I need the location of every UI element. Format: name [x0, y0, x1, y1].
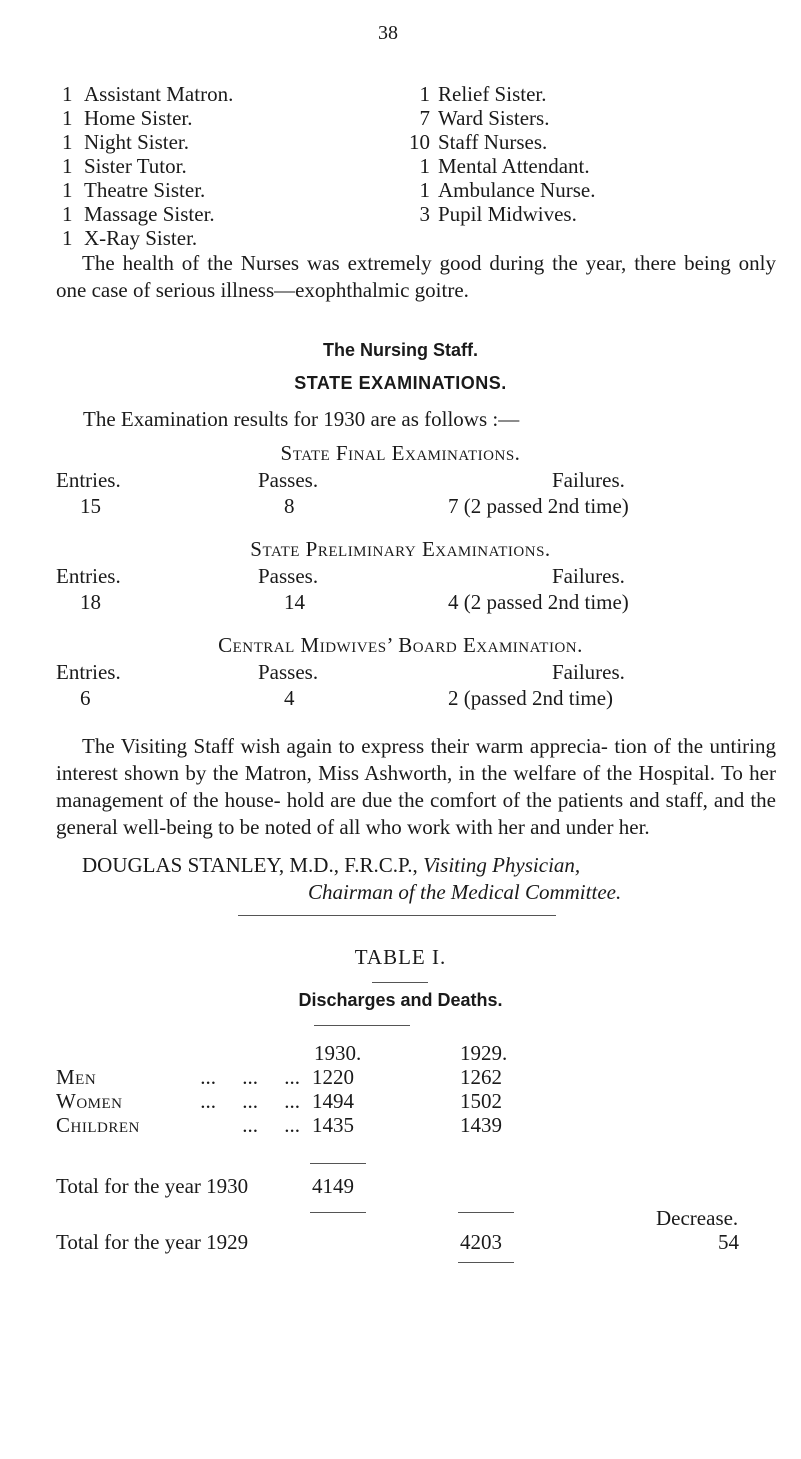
staff-item: 1 Relief Sister.	[419, 82, 547, 106]
sum-rule	[310, 1163, 366, 1164]
col-failures: Failures.	[552, 660, 625, 684]
signature-role: Visiting Physician,	[423, 853, 581, 877]
women-1929: 1502	[460, 1089, 502, 1113]
passes-value: 4	[284, 686, 295, 710]
year-1930-header: 1930.	[314, 1041, 362, 1065]
staff-list-left	[62, 82, 233, 250]
signature-name: DOUGLAS STANLEY, M.D., F.R.C.P.,	[82, 853, 418, 877]
staff-item: 1 Night Sister.	[62, 130, 190, 154]
row-label-children: Children	[56, 1113, 140, 1137]
table-title: TABLE I.	[354, 945, 447, 969]
entries-value: 18	[80, 590, 101, 614]
entries-value: 6	[80, 686, 91, 710]
col-passes: Passes.	[258, 660, 319, 684]
sum-rule	[310, 1212, 366, 1213]
entries-value: 15	[80, 494, 101, 518]
col-entries: Entries.	[56, 564, 121, 588]
staff-item: 1 Massage Sister.	[62, 202, 215, 226]
failures-value: 2 (passed 2nd time)	[448, 686, 614, 710]
total-1930-label: Total for the year 1930	[56, 1174, 249, 1198]
staff-item: 1 Sister Tutor.	[62, 154, 187, 178]
section-divider	[238, 915, 556, 916]
children-1929: 1439	[460, 1113, 502, 1137]
col-passes: Passes.	[258, 564, 319, 588]
staff-item: 1 Ambulance Nurse.	[419, 178, 596, 202]
col-passes: Passes.	[258, 468, 319, 492]
failures-value: 7 (2 passed 2nd time)	[448, 494, 629, 518]
exam-title: Central Midwives’ Board Examination.	[218, 633, 583, 657]
failures-value: 4 (2 passed 2nd time)	[448, 590, 629, 614]
visiting-staff-paragraph: The Visiting Staff wish again to express their warm apprecia- tion of the untiring interest shown by the Matron, Miss Ashworth, in the welfare of the Hospital. To her management of the house- hold are due the comfort of the patients and staff, and the general well-being to be noted of all who work with her and under her.	[56, 734, 776, 839]
staff-item: 3 Pupil Midwives.	[419, 202, 577, 226]
decrease-value: 54	[718, 1230, 739, 1254]
decrease-label: Decrease.	[656, 1206, 739, 1230]
staff-item: 10 Staff Nurses.	[409, 130, 548, 154]
exam-title: State Final Examinations.	[280, 441, 521, 465]
staff-item: 1 Theatre Sister.	[62, 178, 206, 202]
signature-committee: Chairman of the Medical Committee.	[308, 880, 622, 904]
state-examinations-heading: STATE EXAMINATIONS.	[294, 373, 507, 393]
staff-item: 1 X-Ray Sister.	[62, 226, 198, 250]
staff-item: 1 Assistant Matron.	[62, 82, 234, 106]
col-failures: Failures.	[552, 564, 625, 588]
men-1929: 1262	[460, 1065, 502, 1089]
children-1930: 1435	[312, 1113, 354, 1137]
total-1929-value: 4203	[460, 1230, 502, 1254]
total-1930-value: 4149	[312, 1174, 354, 1198]
col-entries: Entries.	[56, 468, 121, 492]
staff-item: 7 Ward Sisters.	[419, 106, 550, 130]
row-leader: ... ...	[242, 1113, 300, 1137]
health-paragraph: The health of the Nurses was extremely good during the year, there being only one case of serious illness—exophthalmic goitre.	[56, 251, 776, 302]
title-rule	[372, 982, 428, 983]
year-1929-header: 1929.	[460, 1041, 508, 1065]
row-label-men: Men	[56, 1065, 97, 1089]
page-number: 38	[378, 22, 398, 44]
col-entries: Entries.	[56, 660, 121, 684]
sum-rule	[458, 1212, 514, 1213]
col-failures: Failures.	[552, 468, 625, 492]
staff-list-right	[400, 82, 595, 226]
row-leader: ... ... ...	[200, 1089, 300, 1113]
staff-item: 1 Home Sister.	[62, 106, 193, 130]
nursing-staff-heading: The Nursing Staff.	[322, 340, 478, 360]
exam-title: State Preliminary Examinations.	[250, 537, 551, 561]
total-1929-label: Total for the year 1929	[56, 1230, 249, 1254]
passes-value: 14	[284, 590, 305, 614]
exam-intro: The Examination results for 1930 are as follows :—	[83, 407, 520, 431]
row-label-women: Women	[56, 1089, 123, 1113]
women-1930: 1494	[312, 1089, 354, 1113]
table-subtitle: Discharges and Deaths.	[298, 990, 503, 1010]
signature-block	[82, 852, 580, 879]
row-leader: ... ... ...	[200, 1065, 300, 1089]
men-1930: 1220	[312, 1065, 354, 1089]
staff-item: 1 Mental Attendant.	[419, 154, 590, 178]
subtitle-rule	[314, 1025, 410, 1026]
sum-rule	[458, 1262, 514, 1263]
passes-value: 8	[284, 494, 295, 518]
